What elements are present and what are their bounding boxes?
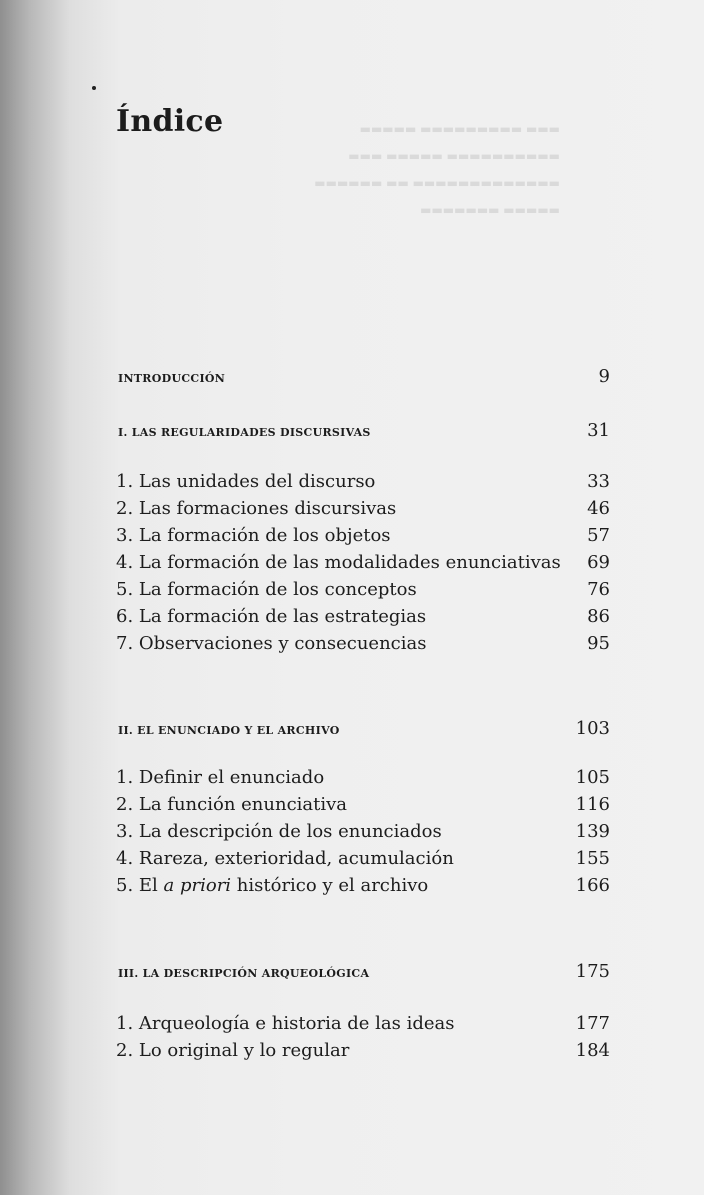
toc-entry — [116, 818, 610, 845]
section-page-number: 31 — [587, 420, 610, 441]
entry-page: 86 — [587, 606, 610, 627]
toc-entry — [116, 576, 610, 603]
entry-label: 2. Lo original y lo regular — [116, 1040, 350, 1061]
section-heading-label: INTRODUCCIÓN — [118, 372, 226, 385]
section-descripcion-arqueologica — [118, 961, 610, 982]
entry-label: 5. La formación de los conceptos — [116, 579, 417, 600]
toc-entry — [116, 468, 610, 495]
toc-entry — [116, 495, 610, 522]
toc-entry — [116, 845, 610, 872]
section-heading-label: II. EL ENUNCIADO Y EL ARCHIVO — [118, 724, 340, 737]
entry-page: 116 — [575, 794, 610, 815]
entry-page: 69 — [587, 552, 610, 573]
entry-label: 4. La formación de las modalidades enunciativas — [116, 552, 561, 573]
entry-page: 139 — [575, 821, 610, 842]
entry-label: 6. La formación de las estrategias — [116, 606, 427, 627]
toc-entry — [116, 791, 610, 818]
entry-page: 46 — [587, 498, 610, 519]
entry-page: 33 — [587, 471, 610, 492]
section-1-entries — [116, 468, 610, 657]
toc-entry — [116, 872, 610, 899]
entry-page: 105 — [575, 767, 610, 788]
entry-page: 57 — [587, 525, 610, 546]
entry-label: 1. Definir el enunciado — [116, 767, 325, 788]
section-introduccion — [118, 366, 610, 387]
section-page-number: 9 — [598, 366, 610, 387]
toc-entry — [116, 630, 610, 657]
entry-label: 4. Rareza, exterioridad, acumulación — [116, 848, 454, 869]
entry-label: 3. La formación de los objetos — [116, 525, 391, 546]
entry-page: 166 — [575, 875, 610, 896]
toc-entry — [116, 764, 610, 791]
entry-label-italic: a priori — [163, 875, 232, 896]
section-regularidades — [118, 420, 610, 441]
entry-label-suffix: histórico y el archivo — [231, 875, 429, 896]
entry-page: 184 — [575, 1040, 610, 1061]
section-page-number: 103 — [575, 718, 610, 739]
toc-entry — [116, 1010, 610, 1037]
show-through-text: ▬▬▬▬▬ ▬▬▬▬▬▬▬▬▬ ▬▬▬ ▬▬▬ ▬▬▬▬▬ ▬▬▬▬▬▬▬▬▬▬ ▬▬▬▬▬▬ ▬▬ ▬▬▬▬▬▬▬▬▬▬▬▬▬ ▬▬▬▬▬▬▬ ▬▬▬▬▬ — [314, 122, 560, 217]
entry-page: 76 — [587, 579, 610, 600]
section-heading-label: III. LA DESCRIPCIÓN ARQUEOLÓGICA — [118, 967, 370, 980]
entry-page: 177 — [575, 1013, 610, 1034]
entry-page: 155 — [575, 848, 610, 869]
entry-label: 1. Arqueología e historia de las ideas — [116, 1013, 455, 1034]
toc-entry — [116, 522, 610, 549]
toc-entry — [116, 603, 610, 630]
section-enunciado-archivo — [118, 718, 610, 739]
page-title: Índice — [116, 104, 224, 139]
entry-label: 2. La función enunciativa — [116, 794, 348, 815]
toc-entry — [116, 1037, 610, 1064]
entry-label — [116, 872, 428, 899]
entry-label: 1. Las unidades del discurso — [116, 471, 376, 492]
ink-speck — [92, 86, 96, 90]
section-3-entries — [116, 1010, 610, 1064]
entry-label-prefix: 5. El — [116, 875, 164, 896]
section-2-entries — [116, 764, 610, 899]
entry-page: 95 — [587, 633, 610, 654]
toc-entry — [116, 549, 610, 576]
entry-label: 7. Observaciones y consecuencias — [116, 633, 427, 654]
entry-label: 2. Las formaciones discursivas — [116, 498, 397, 519]
section-page-number: 175 — [575, 961, 610, 982]
entry-label: 3. La descripción de los enunciados — [116, 821, 442, 842]
section-heading-label: I. LAS REGULARIDADES DISCURSIVAS — [118, 426, 371, 439]
